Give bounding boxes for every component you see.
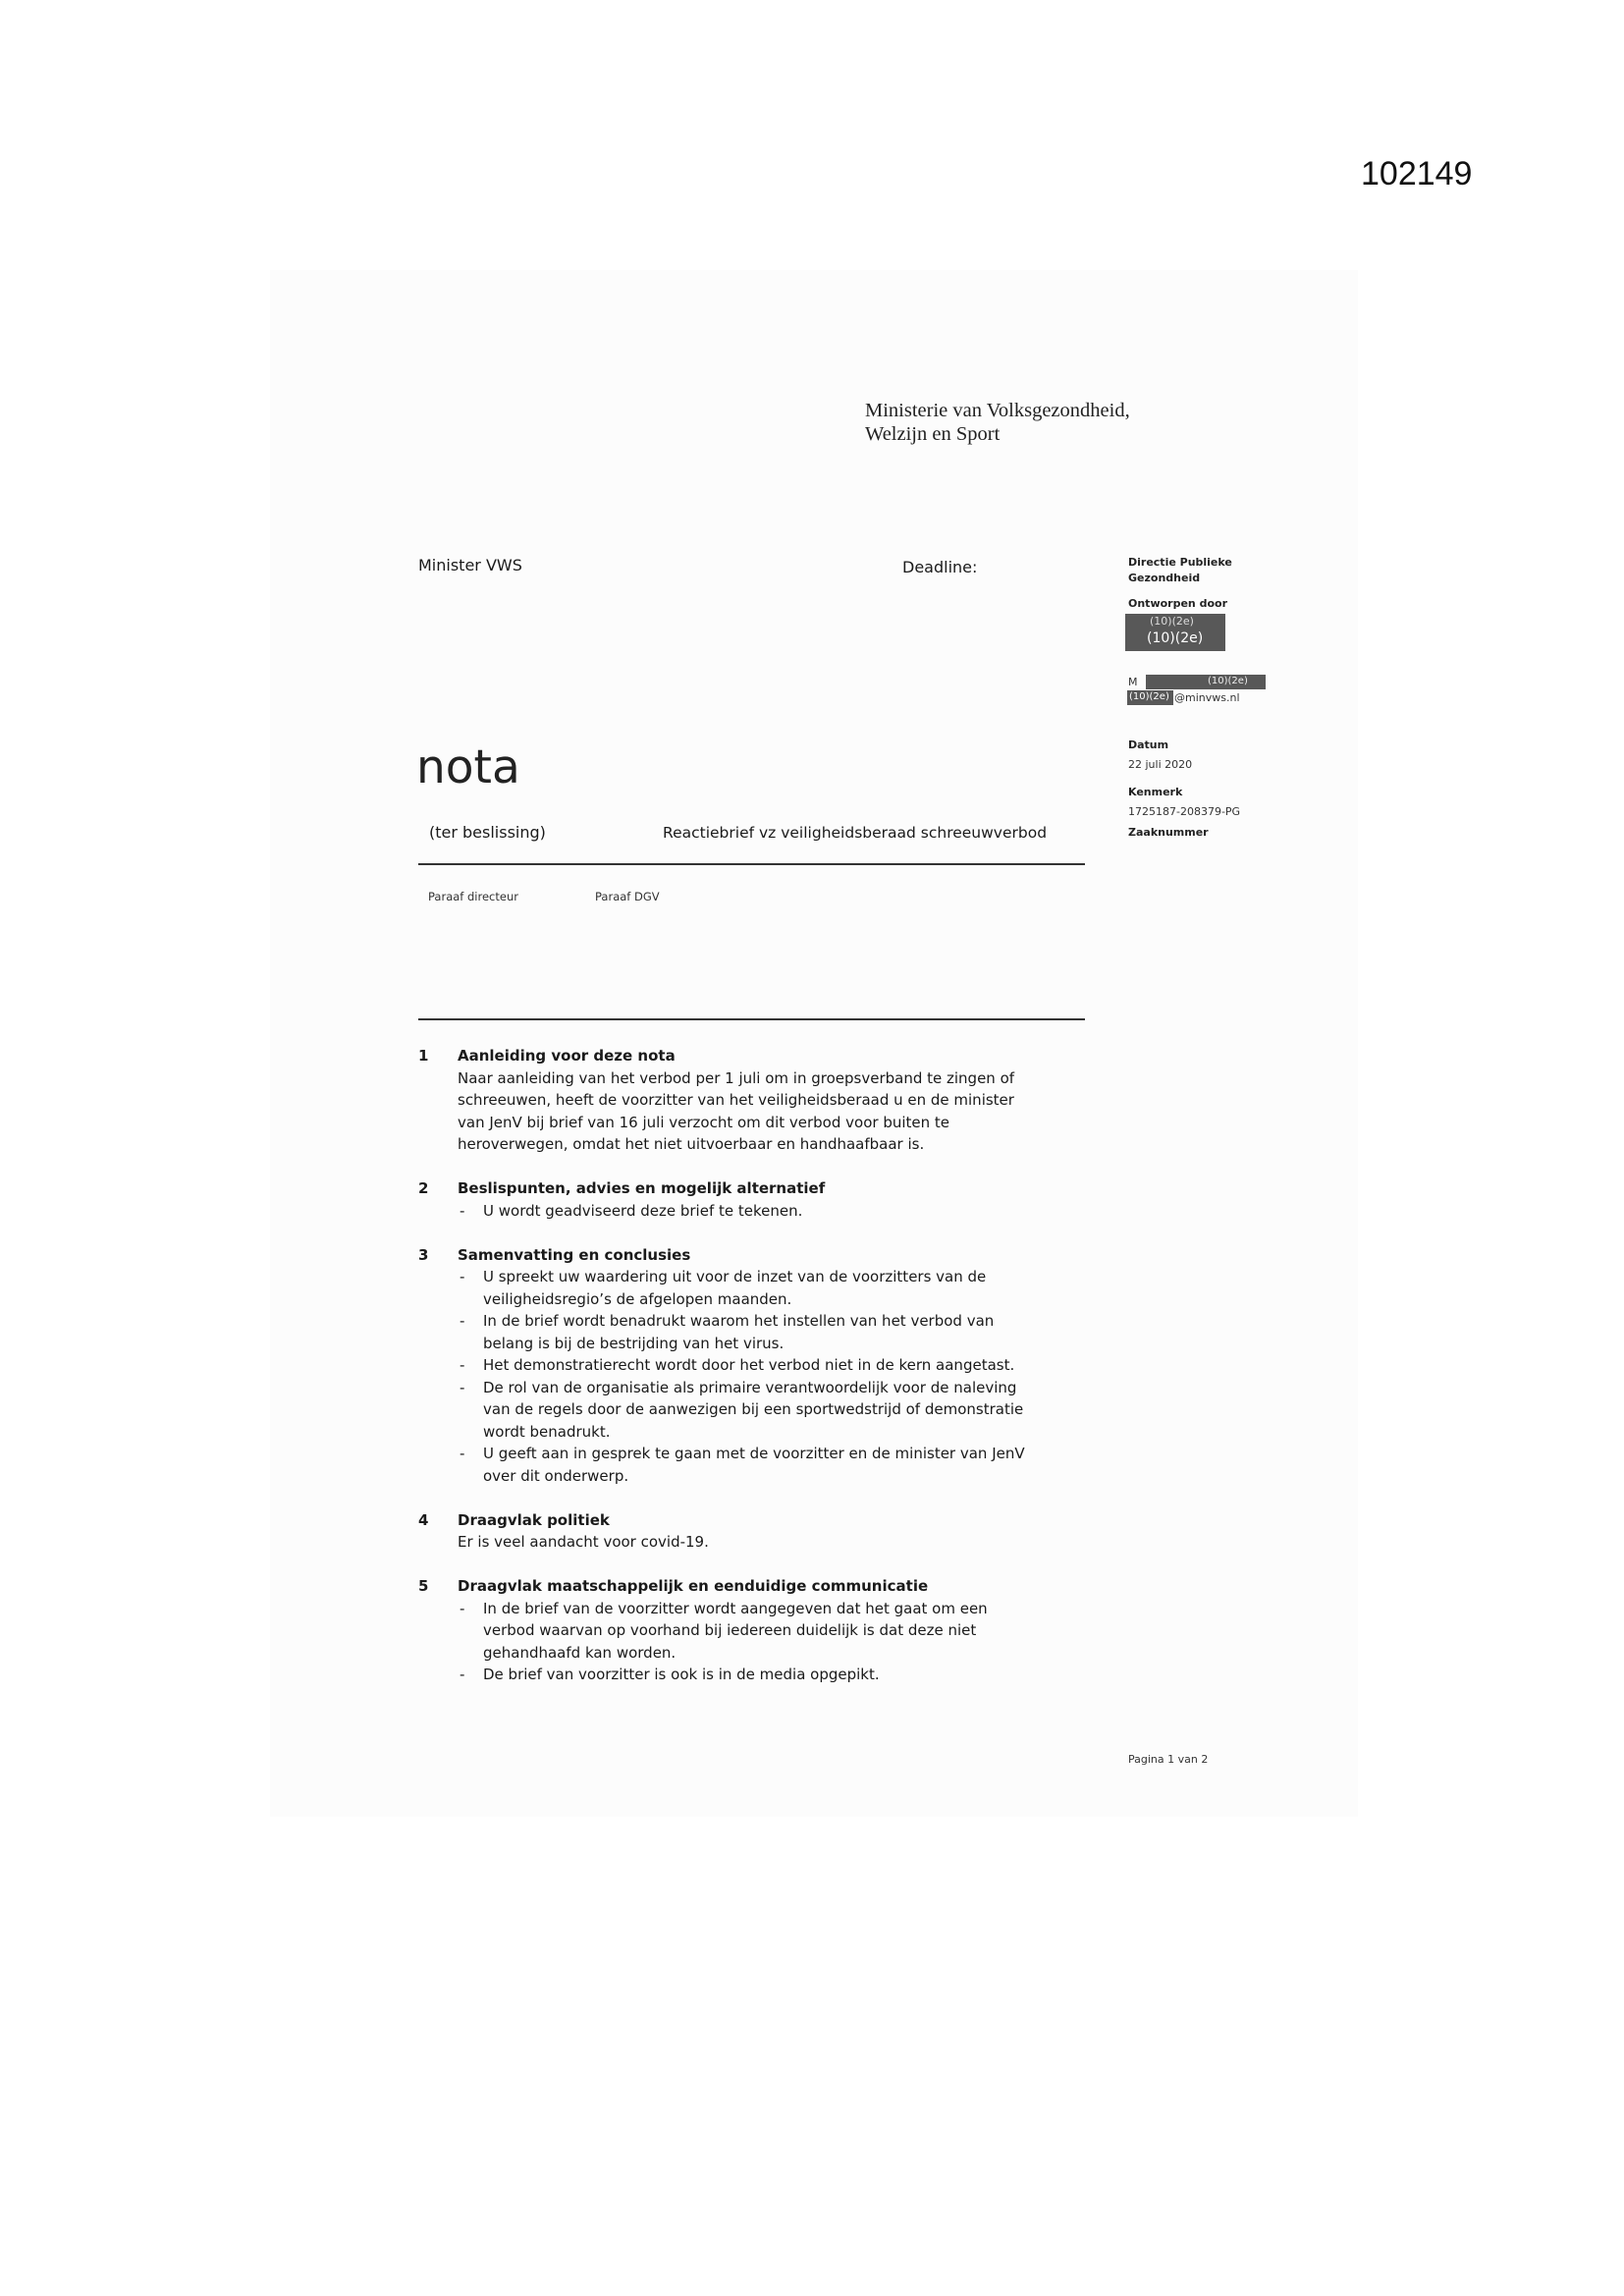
paragraph-line: van JenV bij brief van 16 juli verzocht om dit verbod voor buiten te xyxy=(458,1113,950,1131)
bullet-dash: - xyxy=(460,1312,465,1330)
bullet-line: veiligheidsregio’s de afgelopen maanden. xyxy=(483,1289,792,1308)
divider-bottom xyxy=(418,1018,1085,1020)
bullet-dash: - xyxy=(460,1378,465,1396)
section-paragraph xyxy=(458,1531,1106,1554)
section-content xyxy=(458,1177,1106,1222)
page-number: Pagina 1 van 2 xyxy=(1128,1753,1209,1766)
document-number: 102149 xyxy=(1361,155,1473,192)
ministry-logo-text xyxy=(865,399,1130,446)
mobile-prefix: M xyxy=(1128,676,1138,688)
bullet-line: over dit onderwerp. xyxy=(483,1466,629,1485)
reference-value: 1725187-208379-PG xyxy=(1128,805,1241,818)
bullet-dash: - xyxy=(460,1201,465,1220)
bullet-item xyxy=(458,1377,1106,1444)
bullet-dash: - xyxy=(460,1599,465,1617)
section-number: 1 xyxy=(418,1047,429,1065)
paragraph-line: heroverwegen, omdat het niet uitvoerbaar en handhaafbaar is. xyxy=(458,1135,925,1153)
bullet-item xyxy=(458,1266,1106,1310)
bullet-dash: - xyxy=(460,1268,465,1285)
bullet-item xyxy=(458,1598,1106,1665)
redaction-code-email: (10)(2e) xyxy=(1129,691,1169,702)
bullet-line: U wordt geadviseerd deze brief te tekenen. xyxy=(483,1201,803,1220)
bullet-item xyxy=(458,1664,1106,1686)
paragraph-line: Er is veel aandacht voor covid-19. xyxy=(458,1533,709,1551)
bullet-line: U geeft aan in gesprek te gaan met de voorzitter en de minister van JenV xyxy=(483,1445,1025,1462)
bullet-dash: - xyxy=(460,1445,465,1462)
section-heading: Aanleiding voor deze nota xyxy=(458,1047,676,1065)
bullet-dash: - xyxy=(460,1666,465,1683)
initials-dgv-label: Paraaf DGV xyxy=(595,890,660,903)
bullet-line: U spreekt uw waardering uit voor de inzet van de voorzitters van de xyxy=(483,1268,987,1285)
case-number-label: Zaaknummer xyxy=(1128,826,1209,839)
redaction-box-email xyxy=(1127,690,1173,705)
section-content xyxy=(458,1045,1106,1156)
date-label: Datum xyxy=(1128,738,1169,751)
bullet-line: In de brief van de voorzitter wordt aangegeven dat het gaat om een xyxy=(483,1599,988,1617)
redaction-code-small: (10)(2e) xyxy=(1150,615,1194,628)
bullet-line: van de regels door de aanwezigen bij een sportwedstrijd of demonstratie xyxy=(483,1400,1024,1418)
bullet-line: wordt benadrukt. xyxy=(483,1422,611,1441)
memo-sections xyxy=(418,1045,1106,1708)
bullet-line: Het demonstratierecht wordt door het verbod niet in de kern aangetast. xyxy=(483,1356,1015,1374)
section-number: 4 xyxy=(418,1510,429,1529)
section-content xyxy=(458,1575,1106,1686)
section-heading: Draagvlak politiek xyxy=(458,1510,610,1529)
deadline-label: Deadline: xyxy=(902,558,978,576)
section-heading: Beslispunten, advies en mogelijk alternatief xyxy=(458,1179,826,1197)
bullet-line: De brief van voorzitter is ook is in de media opgepikt. xyxy=(483,1666,880,1683)
ministry-name-line1: Ministerie van Volksgezondheid, xyxy=(865,400,1130,421)
redaction-code-large: (10)(2e) xyxy=(1147,630,1204,646)
date-value: 22 juli 2020 xyxy=(1128,758,1193,771)
redaction-code-mobile: (10)(2e) xyxy=(1208,676,1248,686)
section-3 xyxy=(418,1244,1106,1488)
section-number: 2 xyxy=(418,1179,429,1197)
bullet-line: belang is bij de bestrijding van het virus. xyxy=(483,1334,785,1352)
addressee: Minister VWS xyxy=(418,556,522,574)
section-4 xyxy=(418,1509,1106,1554)
email-domain: @minvws.nl xyxy=(1174,691,1240,704)
section-number: 5 xyxy=(418,1577,429,1595)
section-content xyxy=(458,1509,1106,1554)
bullet-line: De rol van de organisatie als primaire verantwoordelijk voor de naleving xyxy=(483,1378,1017,1396)
section-paragraph xyxy=(458,1067,1106,1156)
reference-label: Kenmerk xyxy=(1128,786,1183,798)
initials-director-label: Paraaf directeur xyxy=(428,890,518,903)
redaction-box-author xyxy=(1125,614,1225,651)
redaction-bar-mobile xyxy=(1146,675,1266,689)
bullet-item xyxy=(458,1354,1106,1377)
section-heading: Samenvatting en conclusies xyxy=(458,1245,691,1264)
bullet-item xyxy=(458,1443,1106,1487)
bullet-item xyxy=(458,1200,1106,1223)
document-subject: Reactiebrief vz veiligheidsberaad schreeuwverbod xyxy=(663,824,1048,842)
section-2 xyxy=(418,1177,1106,1222)
bullet-dash: - xyxy=(460,1356,465,1374)
directorate-line2: Gezondheid xyxy=(1128,572,1201,584)
section-content xyxy=(458,1244,1106,1488)
section-number: 3 xyxy=(418,1245,429,1264)
bullet-item xyxy=(458,1310,1106,1354)
designed-by-label: Ontworpen door xyxy=(1128,597,1227,610)
section-heading: Draagvlak maatschappelijk en eenduidige communicatie xyxy=(458,1577,929,1595)
section-1 xyxy=(418,1045,1106,1156)
bullet-line: verbod waarvan op voorhand bij iedereen duidelijk is dat deze niet xyxy=(483,1621,977,1639)
directorate-line1: Directie Publieke xyxy=(1128,556,1232,569)
paragraph-line: Naar aanleiding van het verbod per 1 juli om in groepsverband te zingen of xyxy=(458,1068,1015,1087)
section-5 xyxy=(418,1575,1106,1686)
document-subtitle: (ter beslissing) xyxy=(429,823,546,842)
divider-top xyxy=(418,863,1085,865)
bullet-line: In de brief wordt benadrukt waarom het instellen van het verbod van xyxy=(483,1312,995,1330)
document-title: nota xyxy=(416,740,520,794)
paragraph-line: schreeuwen, heeft de voorzitter van het veiligheidsberaad u en de minister xyxy=(458,1091,1014,1109)
ministry-name-line2: Welzijn en Sport xyxy=(865,423,1001,445)
bullet-line: gehandhaafd kan worden. xyxy=(483,1643,677,1662)
